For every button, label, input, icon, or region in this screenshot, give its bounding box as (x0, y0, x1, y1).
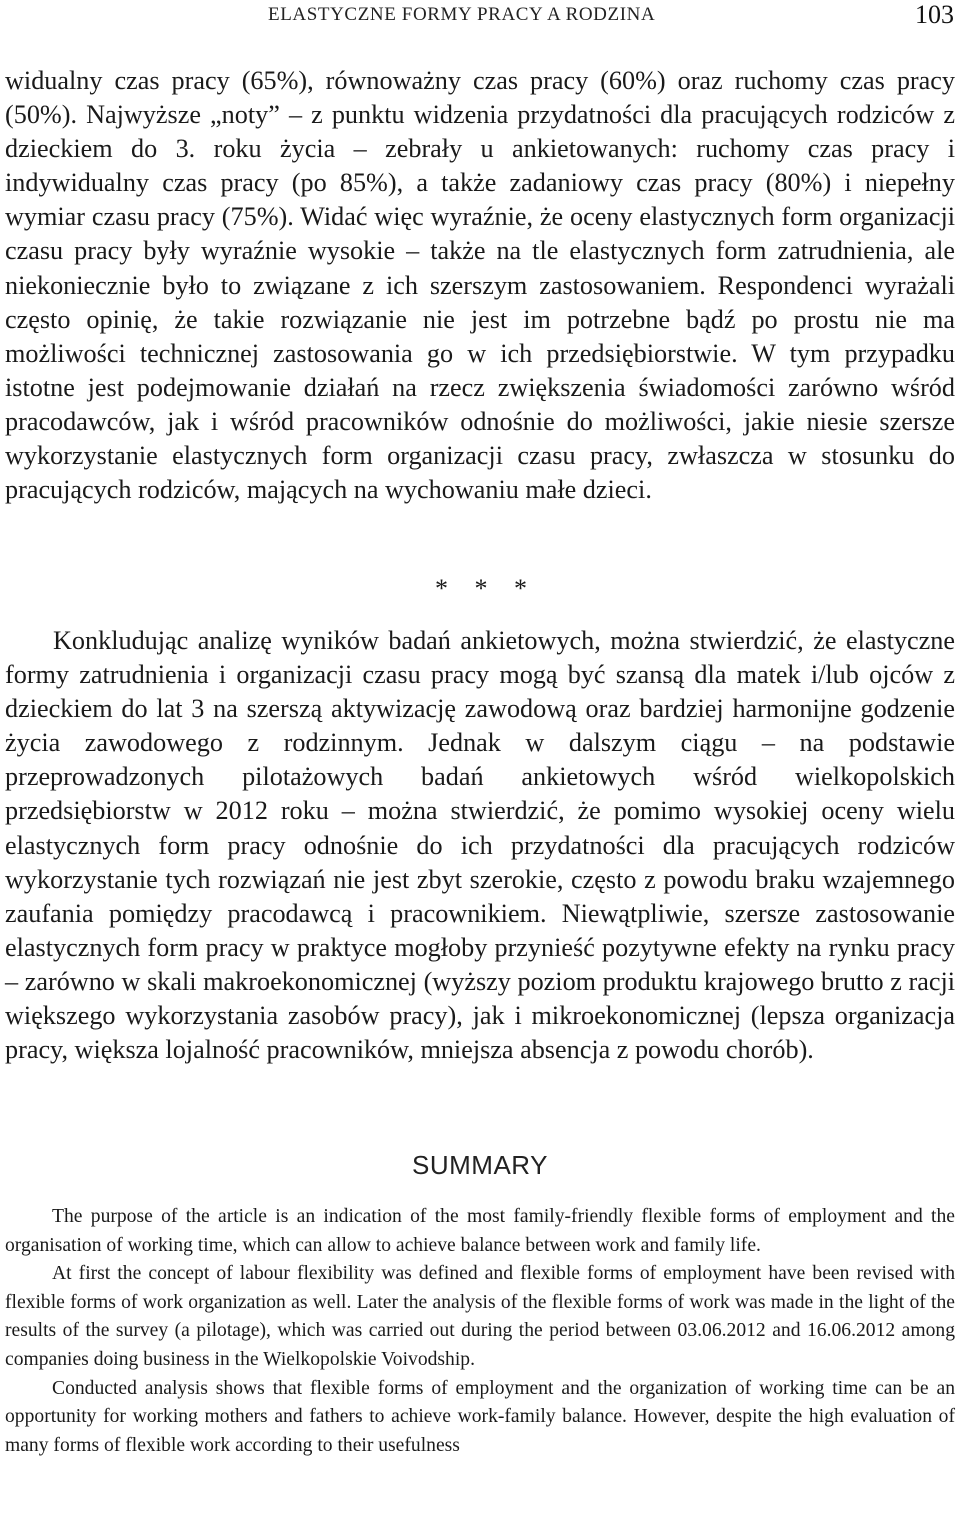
page-number: 103 (915, 0, 954, 29)
summary-paragraph-2: At first the concept of labour flexibility was defined and flexible forms of employment have been revised with flexible forms of work organization as well. Later the analysis of the flexible forms of work was made in the light of the results of the survey (a pilotage), which was carried out during the period between 03.06.2012 and 16.06.2012 among companies doing business in the Wielkopolskie Voivodship. (5, 1263, 955, 1370)
running-title: ELASTYCZNE FORMY PRACY A RODZINA (268, 4, 656, 25)
section-separator: * * * (435, 574, 537, 603)
body-paragraph-1: widualny czas pracy (65%), równoważny czas pracy (60%) oraz ruchomy czas pracy (50%). Najwyższe „noty” – z punktu widzenia przydatności dla pracujących rodziców z dzieckiem do 3. roku życia – zebrały u ankietowanych: ruchomy czas pracy i indywidualny czas pracy (po 85%), a także zadaniowy czas pracy (80%) i niepełny wymiar czasu pracy (75%). Widać więc wyraźnie, że oceny elastycznych form organizacji czasu pracy były wyraźnie wysokie – także na tle elastycznych form zatrudnienia, ale niekoniecznie było to związane z ich szerszym zastosowaniem. Respondenci wyrażali często opinię, że takie rozwiązanie nie jest im potrzebne bądź po prostu nie ma możliwości technicznej zastosowania go w ich przedsiębiorstwie. W tym przypadku istotne jest podejmowanie działań na rzecz zwiększenia świadomości zarówno wśród pracodawców, jak i wśród pracowników odnośnie do możliwości, jakie niesie szersze wykorzystanie elastycznych form organizacji czasu pracy, zwłaszcza w stosunku do pracujących rodziców, mających na wychowaniu małe dzieci. (5, 66, 955, 505)
running-header (0, 0, 960, 40)
summary-block (5, 1203, 955, 1460)
summary-heading: SUMMARY (412, 1150, 548, 1180)
body-paragraph-2: Konkludując analizę wyników badań ankietowych, można stwierdzić, że elastyczne formy zatrudnienia i organizacji czasu pracy mogą być szansą dla matek i/lub ojców z dzieckiem do lat 3 na szerszą aktywizację zawodową oraz bardziej harmonijne godzenie życia zawodowego z rodzinnym. Jednak w dalszym ciągu – na podstawie przeprowadzonych pilotażowych badań ankietowych wśród wielkopolskich przedsiębiorstw w 2012 roku – można stwierdzić, że pomimo wysokiej oceny wielu elastycznych form pracy odnośnie do ich przydatności dla pracujących rodziców wykorzystanie tych rozwiązań nie jest zbyt szerokie, często z powodu braku wzajemnego zaufania pomiędzy pracodawcą i pracownikiem. Niewątpliwie, szersze zastosowanie elastycznych form pracy w praktyce mogłoby przynieść pozytywne efekty na rynku pracy – zarówno w skali makroekonomicznej (wyższy poziom produktu krajowego brutto z racji większego wykorzystania zasobów pracy), jak i mikroekonomicznej (lepsza organizacja pracy, większa lojalność pracowników, mniejsza absencja z powodu chorób). (5, 626, 955, 1065)
summary-paragraph-1: The purpose of the article is an indication of the most family-friendly flexible forms of employment and the organisation of working time, which can allow to achieve balance between work and family life. (5, 1206, 955, 1256)
summary-paragraph-3: Conducted analysis shows that flexible forms of employment and the organization of working time can be an opportunity for working mothers and fathers to achieve work-family balance. However, despite the high evaluation of many forms of flexible work according to their usefulness (5, 1377, 955, 1456)
